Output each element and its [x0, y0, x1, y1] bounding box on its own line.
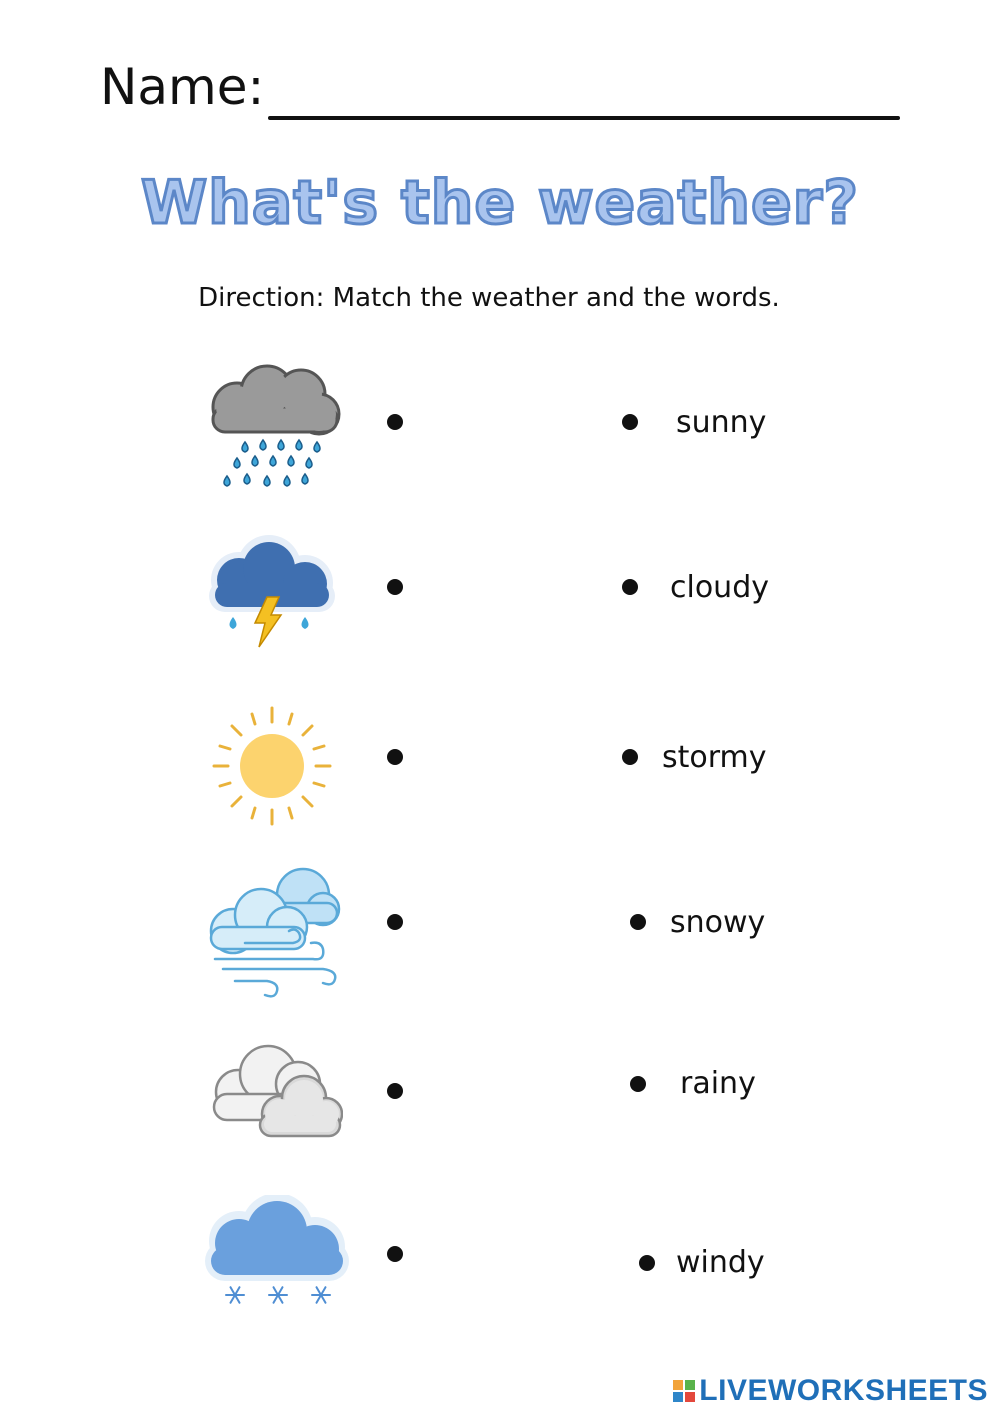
picture-dot-1[interactable]: [387, 414, 403, 430]
direction-text: Direction: Match the weather and the words.: [198, 283, 780, 313]
worksheet-title: What's the weather?: [140, 168, 860, 238]
liveworksheets-logo: [673, 1374, 988, 1408]
word-dot-5[interactable]: [630, 1076, 646, 1092]
liveworksheets-icon: [673, 1380, 695, 1402]
cloudy-icon: [208, 1042, 343, 1142]
word-sunny: sunny: [676, 405, 767, 440]
picture-dot-4[interactable]: [387, 914, 403, 930]
word-dot-2[interactable]: [622, 579, 638, 595]
word-dot-6[interactable]: [639, 1255, 655, 1271]
word-dot-4[interactable]: [630, 914, 646, 930]
word-dot-3[interactable]: [622, 749, 638, 765]
word-cloudy: cloudy: [670, 570, 769, 605]
sun-icon: [210, 704, 335, 829]
wind-cloud-icon: [205, 865, 345, 1000]
picture-dot-2[interactable]: [387, 579, 403, 595]
word-rainy: rainy: [680, 1066, 756, 1101]
name-label: Name:: [100, 58, 265, 116]
word-windy: windy: [676, 1245, 765, 1280]
snow-cloud-icon: [203, 1195, 353, 1315]
storm-cloud-icon: [205, 535, 340, 655]
picture-dot-6[interactable]: [387, 1246, 403, 1262]
picture-dot-3[interactable]: [387, 749, 403, 765]
brand-text: LIVEWORKSHEETS: [699, 1374, 988, 1407]
name-input-line[interactable]: [268, 116, 900, 120]
picture-dot-5[interactable]: [387, 1083, 403, 1099]
rain-cloud-icon: [205, 362, 345, 497]
word-snowy: snowy: [670, 905, 766, 940]
word-dot-1[interactable]: [622, 414, 638, 430]
word-stormy: stormy: [662, 740, 767, 775]
